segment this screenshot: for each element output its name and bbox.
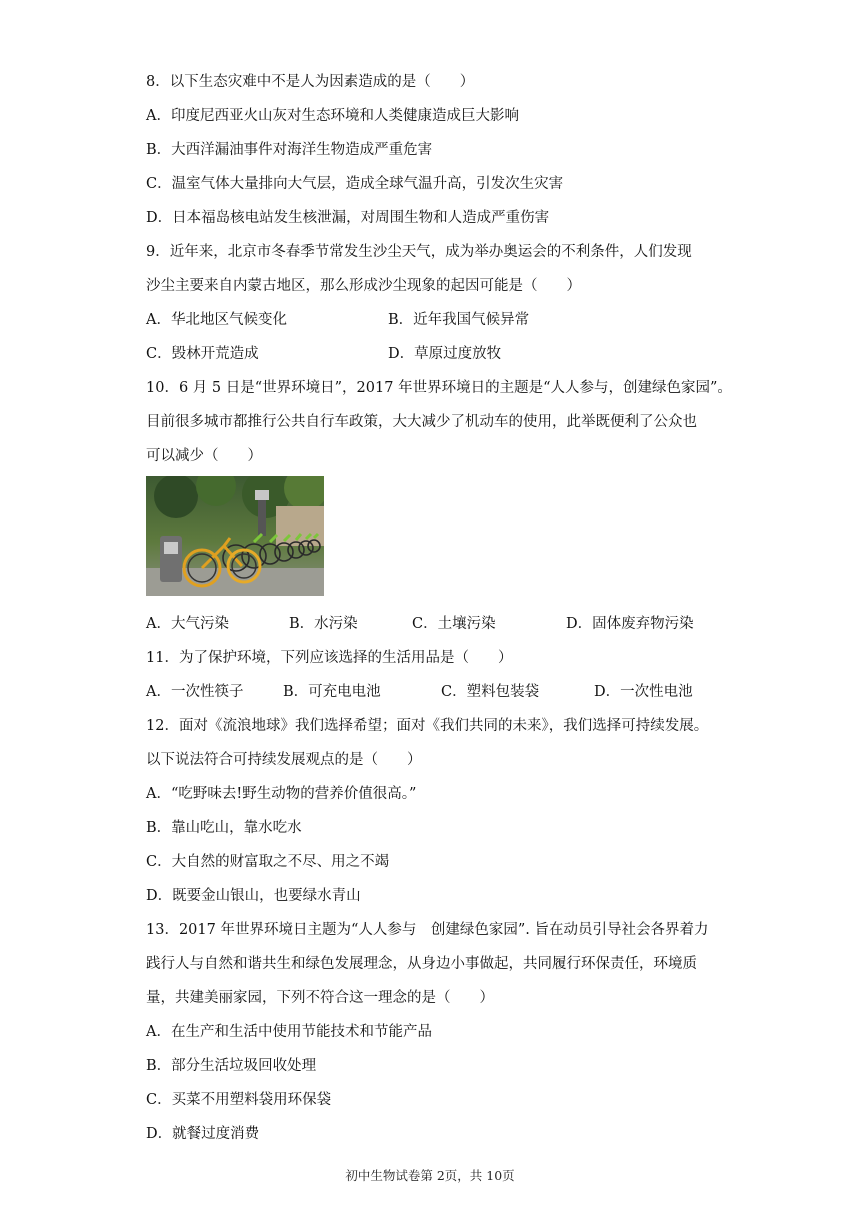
q11-option-c: C．塑料包装袋: [441, 684, 540, 700]
q8-stem: 8．以下生态灾难中不是人为因素造成的是（ ）: [146, 74, 475, 90]
q8-option-d: D．日本福岛核电站发生核泄漏，对周围生物和人造成严重伤害: [146, 210, 550, 226]
q13-stem-line3: 量，共建美丽家园，下列不符合这一理念的是（ ）: [146, 990, 494, 1006]
bicycle-rack-photo: [146, 476, 324, 596]
q9-stem-line2: 沙尘主要来自内蒙古地区，那么形成沙尘现象的起因可能是（ ）: [146, 278, 581, 294]
q12-option-b: B．靠山吃山，靠水吃水: [146, 820, 302, 836]
q9-option-b: B．近年我国气候异常: [388, 312, 530, 328]
q13-stem-line1: 13．2017 年世界环境日主题为“人人参与 创建绿色家园”. 旨在动员引导社会各界着力: [146, 922, 709, 938]
q10-stem-line3: 可以减少（ ）: [146, 448, 262, 464]
q12-option-c: C．大自然的财富取之不尽、用之不竭: [146, 854, 390, 870]
q8-option-c: C．温室气体大量排向大气层，造成全球气温升高，引发次生灾害: [146, 176, 564, 192]
q10-option-c: C．土壤污染: [412, 616, 496, 632]
q8-option-a: A．印度尼西亚火山灰对生态环境和人类健康造成巨大影响: [146, 108, 519, 124]
page-footer: 初中生物试卷第 2页，共 10页: [345, 1168, 515, 1183]
q9-stem-line1: 9．近年来，北京市冬春季节常发生沙尘天气，成为举办奥运会的不利条件，人们发现: [146, 244, 692, 260]
q11-option-d: D．一次性电池: [594, 684, 693, 700]
q10-option-a: A．大气污染: [146, 616, 229, 632]
q9-option-d: D．草原过度放牧: [388, 346, 502, 362]
q10-option-d: D．固体废弃物污染: [566, 616, 694, 632]
q13-option-b: B．部分生活垃圾回收处理: [146, 1058, 317, 1074]
q11-option-a: A．一次性筷子: [146, 684, 244, 700]
q10-stem-line2: 目前很多城市都推行公共自行车政策，大大减少了机动车的使用，此举既便利了公众也: [146, 414, 697, 430]
q12-option-a: A．“吃野味去!野生动物的营养价值很高。”: [146, 786, 417, 802]
q13-option-d: D．就餐过度消费: [146, 1126, 260, 1142]
q12-option-d: D．既要金山银山，也要绿水青山: [146, 888, 361, 904]
q13-option-c: C．买菜不用塑料袋用环保袋: [146, 1092, 332, 1108]
q10-option-b: B．水污染: [289, 616, 358, 632]
q8-option-b: B．大西洋漏油事件对海洋生物造成严重危害: [146, 142, 433, 158]
q12-stem-line1: 12．面对《流浪地球》我们选择希望；面对《我们共同的未来》，我们选择可持续发展。: [146, 718, 709, 734]
q12-stem-line2: 以下说法符合可持续发展观点的是（ ）: [146, 752, 422, 768]
q13-stem-line2: 践行人与自然和谐共生和绿色发展理念，从身边小事做起，共同履行环保责任，环境质: [146, 956, 697, 972]
q9-option-c: C．毁林开荒造成: [146, 346, 259, 362]
q13-option-a: A．在生产和生活中使用节能技术和节能产品: [146, 1024, 432, 1040]
q10-stem-line1: 10．6 月 5 日是“世界环境日”，2017 年世界环境日的主题是“人人参与，创建绿色家园”。: [146, 380, 732, 396]
q11-stem: 11．为了保护环境，下列应该选择的生活用品是（ ）: [146, 650, 513, 666]
q11-option-b: B．可充电电池: [283, 684, 381, 700]
q9-option-a: A．华北地区气候变化: [146, 312, 287, 328]
